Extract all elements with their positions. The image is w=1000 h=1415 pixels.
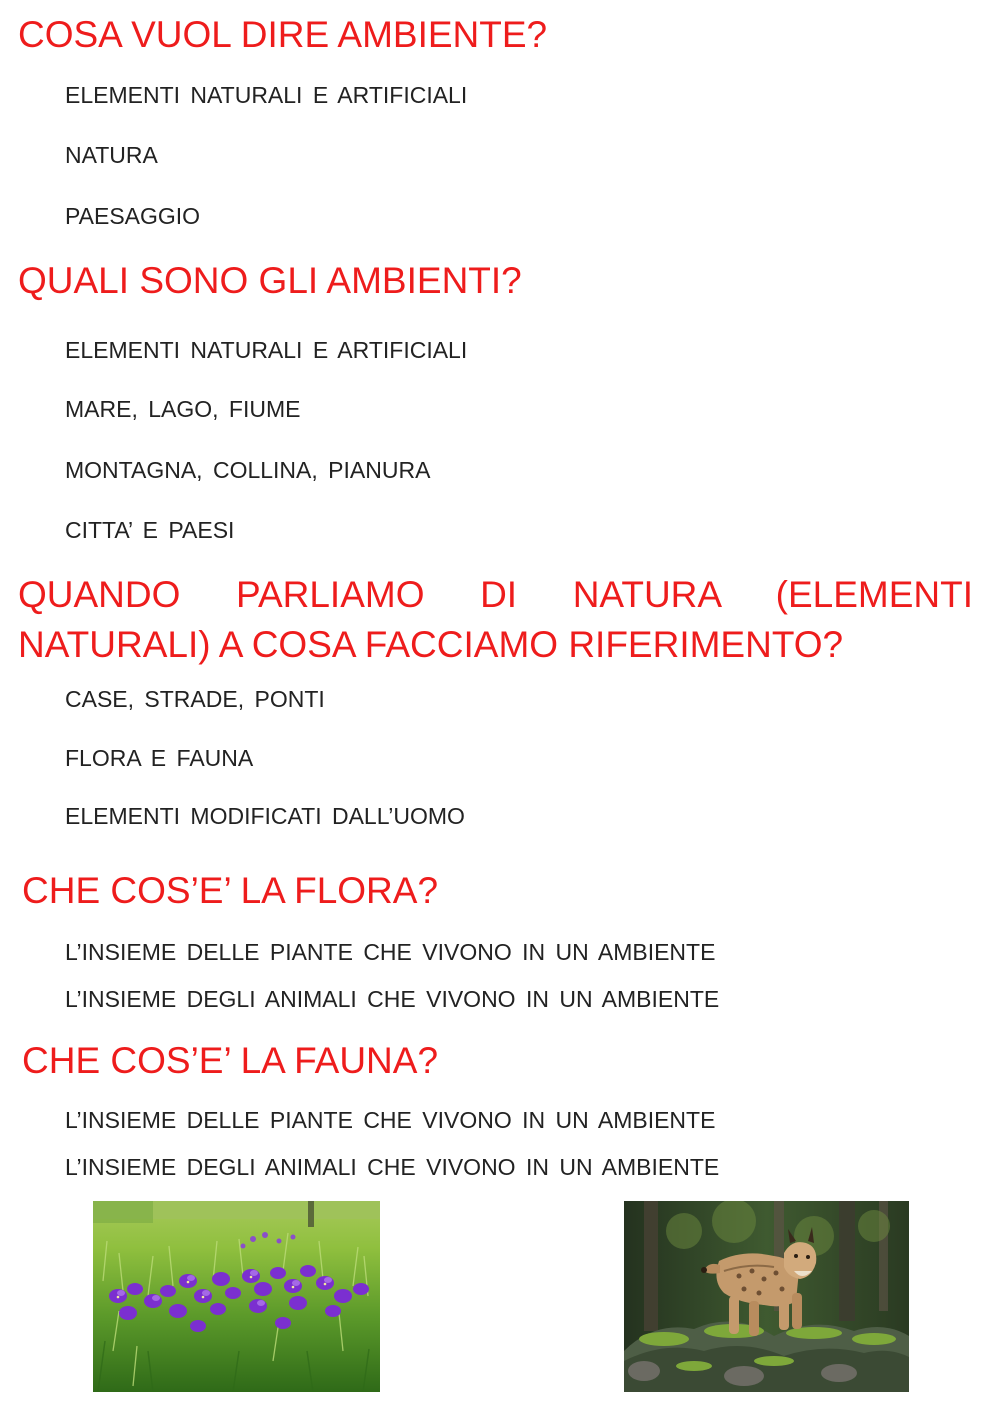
- question-3-option-3[interactable]: ELEMENTI MODIFICATI DALL’UOMO: [65, 803, 465, 829]
- question-4-title: CHE COS’E’ LA FLORA?: [22, 870, 439, 911]
- question-1-option-1[interactable]: ELEMENTI NATURALI E ARTIFICIALI: [65, 82, 468, 108]
- question-1-title: COSA VUOL DIRE AMBIENTE?: [18, 14, 548, 55]
- question-2-option-2[interactable]: MARE, LAGO, FIUME: [65, 396, 301, 422]
- question-3-option-2[interactable]: FLORA E FAUNA: [65, 745, 254, 771]
- question-1-option-2[interactable]: NATURA: [65, 142, 158, 168]
- lynx-forest-photo: [624, 1201, 909, 1392]
- question-5-option-1[interactable]: L’INSIEME DELLE PIANTE CHE VIVONO IN UN AMBIENTE: [65, 1107, 716, 1133]
- question-2-option-4[interactable]: CITTA’ E PAESI: [65, 517, 235, 543]
- question-3-title: QUANDO PARLIAMO DI NATURA (ELEMENTI NATURALI) A COSA FACCIAMO RIFERIMENTO?: [18, 574, 973, 665]
- question-3-option-1[interactable]: CASE, STRADE, PONTI: [65, 686, 325, 712]
- question-2-option-3[interactable]: MONTAGNA, COLLINA, PIANURA: [65, 457, 431, 483]
- question-5-option-2[interactable]: L’INSIEME DEGLI ANIMALI CHE VIVONO IN UN AMBIENTE: [65, 1154, 720, 1180]
- question-1-option-3[interactable]: PAESAGGIO: [65, 203, 201, 229]
- question-2-title: QUALI SONO GLI AMBIENTI?: [18, 260, 522, 301]
- question-4-option-1[interactable]: L’INSIEME DELLE PIANTE CHE VIVONO IN UN AMBIENTE: [65, 939, 716, 965]
- question-4-option-2[interactable]: L’INSIEME DEGLI ANIMALI CHE VIVONO IN UN AMBIENTE: [65, 986, 720, 1012]
- violet-flowers-meadow-photo: [93, 1201, 380, 1392]
- question-2-option-1[interactable]: ELEMENTI NATURALI E ARTIFICIALI: [65, 337, 468, 363]
- question-5-title: CHE COS’E’ LA FAUNA?: [22, 1040, 439, 1081]
